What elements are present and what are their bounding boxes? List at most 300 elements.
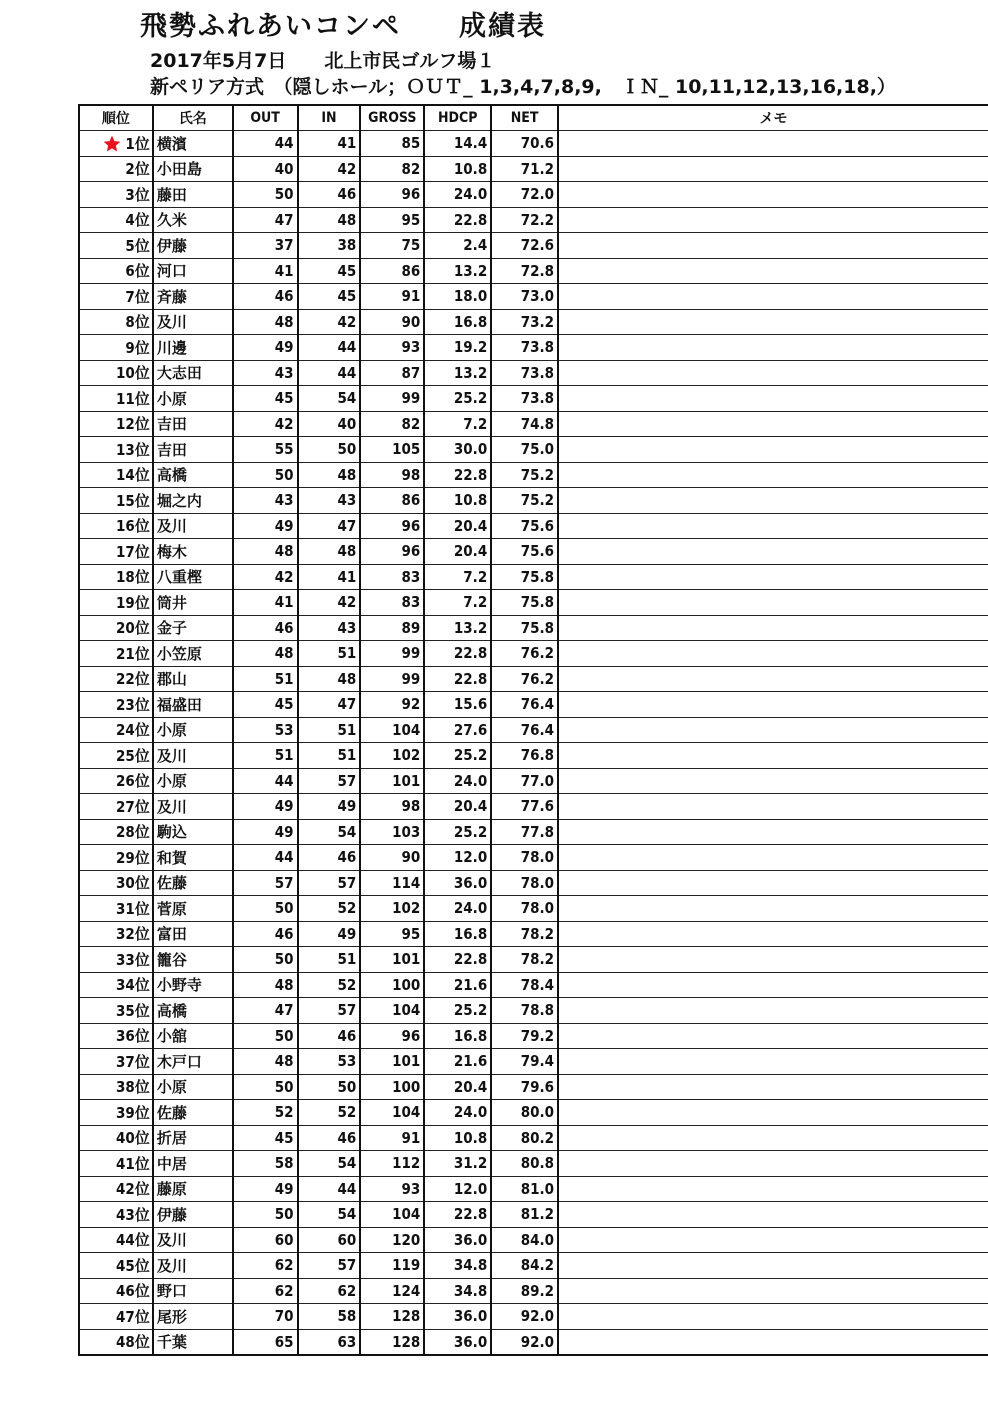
cell-name <box>153 539 233 565</box>
cell-gross-text: 83 <box>401 567 421 586</box>
cell-hdcp <box>424 794 491 820</box>
cell-gross-text: 96 <box>401 516 421 535</box>
cell-net-text: 72.6 <box>520 236 555 255</box>
cell-in-text: 48 <box>337 465 357 484</box>
cell-hdcp <box>424 1023 491 1049</box>
cell-net <box>491 743 558 769</box>
table-row <box>79 947 988 973</box>
cell-rank <box>79 1253 153 1279</box>
cell-memo <box>558 564 988 590</box>
cell-memo <box>558 513 988 539</box>
cell-gross <box>360 666 424 692</box>
cell-hdcp <box>424 692 491 718</box>
cell-net <box>491 1151 558 1177</box>
cell-name-text: 福盛田 <box>156 695 202 714</box>
cell-in-text: 42 <box>337 593 357 612</box>
cell-out-text: 43 <box>274 363 294 382</box>
cell-net-text: 92.0 <box>520 1307 555 1326</box>
cell-name <box>153 1176 233 1202</box>
cell-gross <box>360 896 424 922</box>
table-row <box>79 1227 988 1253</box>
cell-out-text: 60 <box>274 1230 294 1249</box>
cell-rank-text: 33位 <box>116 950 150 969</box>
cell-in <box>298 590 361 616</box>
cell-gross-text: 98 <box>401 797 421 816</box>
cell-name <box>153 666 233 692</box>
cell-gross <box>360 360 424 386</box>
cell-net-text: 79.4 <box>520 1052 555 1071</box>
column-header-name: 氏名 <box>153 105 233 131</box>
cell-rank <box>79 1100 153 1126</box>
cell-out <box>233 666 298 692</box>
cell-rank <box>79 1151 153 1177</box>
cell-hdcp-text: 24.0 <box>453 185 488 204</box>
cell-gross <box>360 947 424 973</box>
cell-hdcp <box>424 182 491 208</box>
cell-rank <box>79 1304 153 1330</box>
cell-in <box>298 513 361 539</box>
cell-rank <box>79 233 153 259</box>
cell-name-text: 小原 <box>156 389 187 408</box>
cell-name-text: 菅原 <box>156 899 187 918</box>
cell-out-text: 49 <box>274 1179 294 1198</box>
cell-rank-text: 2位 <box>125 160 150 179</box>
cell-in-text: 52 <box>337 1103 357 1122</box>
cell-hdcp-text: 7.2 <box>463 593 488 612</box>
cell-in-text: 46 <box>337 185 357 204</box>
cell-out-text: 46 <box>274 924 294 943</box>
cell-gross-text: 82 <box>401 414 421 433</box>
cell-hdcp-text: 20.4 <box>453 542 488 561</box>
cell-in-text: 47 <box>337 516 357 535</box>
cell-rank <box>79 411 153 437</box>
cell-in-text: 50 <box>337 440 357 459</box>
cell-out <box>233 845 298 871</box>
cell-in <box>298 666 361 692</box>
cell-hdcp-text: 18.0 <box>453 287 488 306</box>
cell-in <box>298 284 361 310</box>
table-row <box>79 335 988 361</box>
cell-hdcp <box>424 1151 491 1177</box>
cell-rank <box>79 284 153 310</box>
cell-rank <box>79 1176 153 1202</box>
cell-rank-text: 5位 <box>125 236 150 255</box>
cell-memo <box>558 1304 988 1330</box>
cell-memo <box>558 1074 988 1100</box>
cell-rank <box>79 666 153 692</box>
cell-out-text: 50 <box>274 1205 294 1224</box>
cell-rank-text: 12位 <box>116 415 150 434</box>
cell-gross-text: 95 <box>401 924 421 943</box>
cell-in <box>298 1074 361 1100</box>
cell-out-text: 53 <box>274 720 294 739</box>
cell-in <box>298 386 361 412</box>
cell-name-text: 及川 <box>156 1256 187 1275</box>
cell-net-text: 78.2 <box>520 924 555 943</box>
table-row <box>79 411 988 437</box>
cell-name <box>153 1151 233 1177</box>
cell-out <box>233 1100 298 1126</box>
cell-gross-text: 99 <box>401 389 421 408</box>
cell-hdcp-text: 22.8 <box>453 465 488 484</box>
cell-memo <box>558 870 988 896</box>
cell-name-text: 藤田 <box>156 185 187 204</box>
cell-rank-text: 17位 <box>116 542 150 561</box>
cell-net <box>491 590 558 616</box>
cell-gross <box>360 233 424 259</box>
cell-net-text: 70.6 <box>520 134 555 153</box>
cell-in-text: 57 <box>337 1256 357 1275</box>
cell-net-text: 71.2 <box>520 159 555 178</box>
cell-gross <box>360 590 424 616</box>
cell-gross-text: 96 <box>401 542 421 561</box>
cell-out-text: 50 <box>274 1077 294 1096</box>
table-row <box>79 539 988 565</box>
cell-name <box>153 1253 233 1279</box>
cell-out-text: 37 <box>274 236 294 255</box>
cell-out <box>233 233 298 259</box>
cell-in-text: 51 <box>337 950 357 969</box>
cell-net <box>491 182 558 208</box>
cell-gross <box>360 1176 424 1202</box>
cell-name <box>153 1329 233 1355</box>
cell-gross <box>360 1304 424 1330</box>
cell-hdcp-text: 20.4 <box>453 516 488 535</box>
cell-name-text: 金子 <box>156 619 187 638</box>
cell-in-text: 54 <box>337 389 357 408</box>
table-row <box>79 819 988 845</box>
column-header-in: IN <box>298 105 361 131</box>
cell-in <box>298 615 361 641</box>
cell-hdcp-text: 21.6 <box>453 975 488 994</box>
cell-name-text: 千葉 <box>156 1333 187 1351</box>
cell-hdcp-text: 15.6 <box>453 695 488 714</box>
cell-gross <box>360 692 424 718</box>
cell-name-text: 川邊 <box>156 338 187 357</box>
cell-net-text: 77.0 <box>520 771 555 790</box>
cell-in <box>298 437 361 463</box>
cell-rank-text: 1位 <box>125 134 150 153</box>
cell-in-text: 45 <box>337 261 357 280</box>
cell-in-text: 58 <box>337 1307 357 1326</box>
cell-in-text: 57 <box>337 771 357 790</box>
cell-memo <box>558 156 988 182</box>
cell-hdcp-text: 36.0 <box>453 1332 488 1351</box>
cell-name <box>153 1227 233 1253</box>
cell-hdcp <box>424 258 491 284</box>
cell-hdcp <box>424 1049 491 1075</box>
cell-in-text: 44 <box>337 1179 357 1198</box>
cell-net-text: 72.2 <box>520 210 555 229</box>
cell-in <box>298 921 361 947</box>
cell-out-text: 58 <box>274 1154 294 1173</box>
table-row <box>79 1176 988 1202</box>
cell-in <box>298 1278 361 1304</box>
cell-hdcp <box>424 411 491 437</box>
cell-net <box>491 972 558 998</box>
cell-net-text: 84.2 <box>520 1256 555 1275</box>
cell-name-text: 藤原 <box>156 1180 187 1199</box>
cell-name <box>153 309 233 335</box>
cell-net-text: 75.8 <box>520 567 555 586</box>
table-row <box>79 1253 988 1279</box>
cell-gross <box>360 1100 424 1126</box>
cell-in <box>298 258 361 284</box>
cell-net <box>491 1253 558 1279</box>
cell-memo <box>558 1125 988 1151</box>
cell-gross-text: 102 <box>392 899 421 918</box>
cell-hdcp <box>424 386 491 412</box>
cell-out-text: 48 <box>274 542 294 561</box>
cell-out <box>233 1304 298 1330</box>
cell-hdcp <box>424 896 491 922</box>
cell-memo <box>558 1100 988 1126</box>
cell-net-text: 92.0 <box>520 1332 555 1351</box>
table-row <box>79 1049 988 1075</box>
table-row <box>79 284 988 310</box>
cell-in-text: 38 <box>337 236 357 255</box>
cell-net-text: 73.0 <box>520 287 555 306</box>
cell-memo <box>558 1049 988 1075</box>
cell-memo <box>558 896 988 922</box>
cell-in <box>298 1176 361 1202</box>
cell-out <box>233 870 298 896</box>
cell-name-text: 吉田 <box>156 440 187 459</box>
cell-name <box>153 819 233 845</box>
results-body <box>79 131 988 1355</box>
cell-rank-text: 31位 <box>116 899 150 918</box>
cell-rank <box>79 947 153 973</box>
cell-net-text: 74.8 <box>520 414 555 433</box>
cell-gross-text: 101 <box>392 771 421 790</box>
cell-name-text: 和賀 <box>156 848 187 867</box>
cell-gross <box>360 819 424 845</box>
cell-name-text: 駒込 <box>156 823 187 842</box>
cell-name <box>153 513 233 539</box>
cell-hdcp-text: 34.8 <box>453 1281 488 1300</box>
cell-net <box>491 819 558 845</box>
cell-in-text: 50 <box>337 1077 357 1096</box>
cell-in-text: 40 <box>337 414 357 433</box>
cell-net <box>491 488 558 514</box>
cell-net-text: 79.6 <box>520 1077 555 1096</box>
cell-net <box>491 1304 558 1330</box>
table-row <box>79 666 988 692</box>
cell-out-text: 40 <box>274 159 294 178</box>
cell-gross-text: 92 <box>401 695 421 714</box>
cell-net <box>491 309 558 335</box>
cell-in <box>298 1253 361 1279</box>
cell-name-text: 八重樫 <box>156 568 202 587</box>
table-row <box>79 233 988 259</box>
cell-net-text: 76.4 <box>520 720 555 739</box>
cell-in <box>298 488 361 514</box>
cell-name <box>153 641 233 667</box>
column-header-gross: GROSS <box>360 105 424 131</box>
cell-out-text: 51 <box>274 746 294 765</box>
cell-name-text: 小原 <box>156 772 187 791</box>
cell-net <box>491 437 558 463</box>
cell-name-text: 堀之内 <box>156 491 202 510</box>
cell-gross-text: 98 <box>401 465 421 484</box>
cell-out-text: 50 <box>274 465 294 484</box>
cell-rank-text: 37位 <box>116 1052 150 1071</box>
cell-rank <box>79 539 153 565</box>
cell-gross <box>360 717 424 743</box>
cell-name <box>153 768 233 794</box>
star-icon <box>102 134 122 154</box>
cell-net <box>491 1227 558 1253</box>
cell-hdcp-text: 10.8 <box>453 1128 488 1147</box>
cell-net-text: 73.8 <box>520 338 555 357</box>
cell-out <box>233 1125 298 1151</box>
cell-out-text: 49 <box>274 516 294 535</box>
cell-out <box>233 309 298 335</box>
cell-hdcp <box>424 1100 491 1126</box>
cell-hdcp-text: 13.2 <box>453 261 488 280</box>
cell-rank-text: 43位 <box>116 1205 150 1224</box>
cell-rank-text: 23位 <box>116 695 150 714</box>
scoring-method-line: 新ペリア方式 （隠しホール；ＯＵＴ_ 1,3,4,7,8,9, ＩＮ_ 10,11,12,13,16,18,） <box>150 76 896 98</box>
cell-rank <box>79 488 153 514</box>
cell-memo <box>558 1151 988 1177</box>
cell-hdcp <box>424 921 491 947</box>
cell-hdcp-text: 19.2 <box>453 338 488 357</box>
cell-memo <box>558 335 988 361</box>
cell-out-text: 48 <box>274 644 294 663</box>
results-table <box>78 104 988 1356</box>
cell-rank-text: 6位 <box>125 262 150 281</box>
cell-out <box>233 972 298 998</box>
cell-hdcp-text: 10.8 <box>453 491 488 510</box>
cell-out-text: 49 <box>274 338 294 357</box>
cell-out <box>233 641 298 667</box>
cell-out <box>233 156 298 182</box>
cell-net-text: 75.8 <box>520 618 555 637</box>
cell-rank-text: 4位 <box>125 211 150 230</box>
cell-memo <box>558 615 988 641</box>
cell-name <box>153 437 233 463</box>
cell-gross <box>360 182 424 208</box>
cell-rank-text: 16位 <box>116 517 150 536</box>
cell-net <box>491 947 558 973</box>
cell-name <box>153 233 233 259</box>
cell-in <box>298 717 361 743</box>
cell-rank-text: 34位 <box>116 976 150 995</box>
cell-net <box>491 998 558 1024</box>
cell-name-text: 大志田 <box>156 364 202 383</box>
cell-net <box>491 896 558 922</box>
cell-out-text: 42 <box>274 567 294 586</box>
cell-out <box>233 462 298 488</box>
cell-in <box>298 641 361 667</box>
cell-out <box>233 590 298 616</box>
cell-name <box>153 692 233 718</box>
cell-net-text: 76.8 <box>520 746 555 765</box>
cell-out <box>233 335 298 361</box>
cell-in-text: 54 <box>337 822 357 841</box>
cell-gross-text: 93 <box>401 1179 421 1198</box>
cell-hdcp-text: 24.0 <box>453 771 488 790</box>
date-venue-line: 2017年5月7日 北上市民ゴルフ場１ <box>150 50 496 72</box>
cell-hdcp <box>424 743 491 769</box>
cell-net <box>491 1125 558 1151</box>
cell-in <box>298 845 361 871</box>
cell-in-text: 48 <box>337 210 357 229</box>
cell-in-text: 51 <box>337 746 357 765</box>
cell-rank <box>79 335 153 361</box>
cell-out-text: 41 <box>274 261 294 280</box>
cell-gross <box>360 1202 424 1228</box>
cell-net-text: 76.2 <box>520 669 555 688</box>
cell-net-text: 75.6 <box>520 516 555 535</box>
cell-gross <box>360 921 424 947</box>
cell-in <box>298 870 361 896</box>
cell-memo <box>558 1227 988 1253</box>
cell-gross-text: 112 <box>392 1154 421 1173</box>
cell-rank-text: 25位 <box>116 746 150 765</box>
cell-hdcp <box>424 998 491 1024</box>
table-row <box>79 641 988 667</box>
cell-rank-text: 27位 <box>116 797 150 816</box>
cell-rank-text: 26位 <box>116 772 150 791</box>
cell-out <box>233 819 298 845</box>
cell-net <box>491 1074 558 1100</box>
table-row <box>79 360 988 386</box>
cell-rank-text: 3位 <box>125 185 150 204</box>
cell-net-text: 79.2 <box>520 1026 555 1045</box>
cell-net-text: 80.0 <box>520 1103 555 1122</box>
cell-hdcp-text: 31.2 <box>453 1154 488 1173</box>
cell-rank <box>79 258 153 284</box>
cell-out-text: 65 <box>274 1332 294 1351</box>
cell-memo <box>558 182 988 208</box>
cell-memo <box>558 1023 988 1049</box>
cell-memo <box>558 1329 988 1355</box>
cell-gross <box>360 1049 424 1075</box>
cell-out <box>233 1049 298 1075</box>
cell-name <box>153 717 233 743</box>
cell-gross <box>360 284 424 310</box>
cell-gross-text: 89 <box>401 618 421 637</box>
cell-in <box>298 743 361 769</box>
cell-gross <box>360 539 424 565</box>
cell-rank-text: 21位 <box>116 644 150 663</box>
table-row <box>79 1202 988 1228</box>
cell-net-text: 77.8 <box>520 822 555 841</box>
cell-name-text: 及川 <box>156 1231 187 1250</box>
cell-hdcp <box>424 309 491 335</box>
cell-net <box>491 131 558 157</box>
cell-gross <box>360 1278 424 1304</box>
cell-out <box>233 564 298 590</box>
cell-rank-text: 9位 <box>125 338 150 357</box>
cell-name <box>153 1023 233 1049</box>
cell-gross <box>360 207 424 233</box>
cell-hdcp-text: 24.0 <box>453 1103 488 1122</box>
cell-out-text: 48 <box>274 975 294 994</box>
cell-rank <box>79 564 153 590</box>
cell-net <box>491 284 558 310</box>
cell-gross-text: 91 <box>401 287 421 306</box>
cell-hdcp-text: 2.4 <box>463 236 488 255</box>
cell-gross-text: 128 <box>392 1307 421 1326</box>
cell-gross-text: 104 <box>392 1001 421 1020</box>
cell-in-text: 45 <box>337 287 357 306</box>
cell-net <box>491 641 558 667</box>
cell-name <box>153 462 233 488</box>
cell-in <box>298 309 361 335</box>
